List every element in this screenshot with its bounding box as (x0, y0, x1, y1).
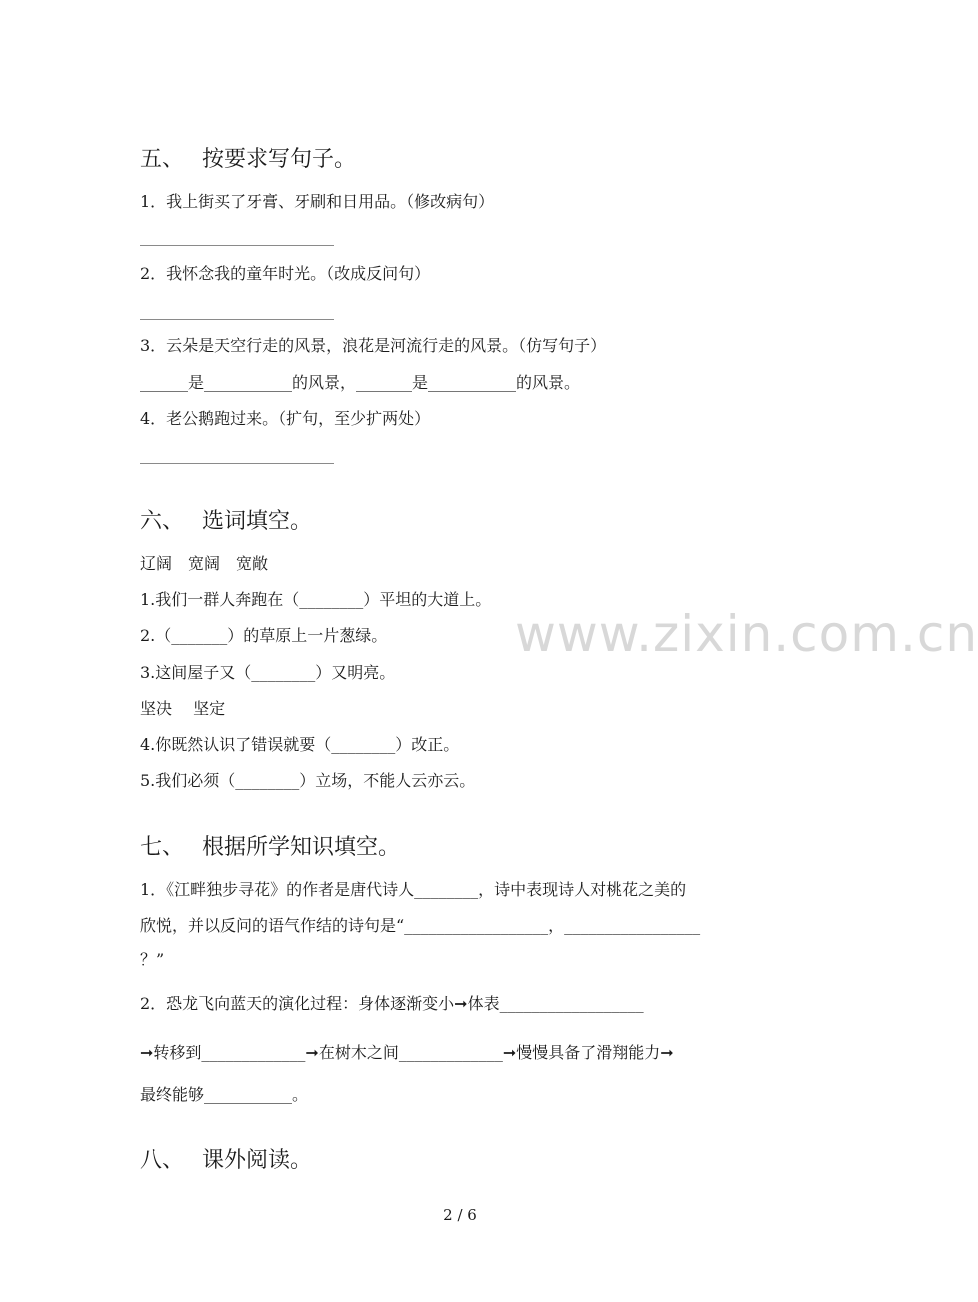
watermark: www.zixin.com.cn (515, 605, 978, 663)
section-8-heading (140, 1148, 312, 1174)
section-number: 八、 (140, 1148, 185, 1173)
question-text: 3．云朵是天空行走的风景，浪花是河流行走的风景。（仿写句子） (140, 336, 607, 355)
section-title: 课外阅读。 (202, 1148, 313, 1173)
answer-line[interactable] (140, 319, 334, 320)
fill-in-text[interactable]: ______是___________的风景，_______是___________的风景。 (140, 373, 581, 392)
page-number: 2 / 6 (443, 1206, 477, 1224)
section-title: 按要求写句子。 (202, 147, 357, 172)
question-text: 4.你既然认识了错误就要（________）改正。 (140, 735, 460, 754)
answer-line[interactable] (140, 245, 334, 246)
word-choices: 坚决 坚定 (140, 699, 226, 718)
answer-line[interactable] (140, 463, 334, 464)
question-text: 1．我上街买了牙膏、牙刷和日用品。（修改病句） (140, 192, 495, 211)
question-text: 2.（_______）的草原上一片葱绿。 (140, 626, 388, 645)
question-text: 5.我们必须（________）立场，不能人云亦云。 (140, 771, 476, 790)
question-text: 3.这间屋子又（________）又明亮。 (140, 663, 396, 682)
question-text: 4．老公鹅跑过来。（扩句，至少扩两处） (140, 409, 431, 428)
section-title: 根据所学知识填空。 (202, 835, 401, 860)
section-title: 选词填空。 (202, 509, 313, 534)
section-number: 六、 (140, 509, 185, 534)
section-number: 七、 (140, 835, 185, 860)
section-6-heading (140, 509, 312, 535)
question-text: ➞转移到_____________➞在树木之间_____________➞慢慢具备了滑翔能力➞ (140, 1043, 674, 1062)
question-text: 1.我们一群人奔跑在（________）平坦的大道上。 (140, 590, 492, 609)
section-5-heading (140, 147, 356, 173)
question-text: 2．我怀念我的童年时光。（改成反问句） (140, 264, 431, 283)
word-choices: 辽阔 宽阔 宽敞 (140, 554, 269, 573)
question-text: 1．《江畔独步寻花》的作者是唐代诗人________，诗中表现诗人对桃花之美的 (140, 880, 687, 899)
question-text: 最终能够___________。 (140, 1085, 309, 1104)
question-text: 2．恐龙飞向蓝天的演化过程：身体逐渐变小➞体表__________________ (140, 994, 644, 1013)
question-text: 欣悦，并以反问的语气作结的诗句是“__________________，_________________ (140, 916, 701, 935)
section-number: 五、 (140, 147, 185, 172)
question-text: ？” (140, 950, 165, 969)
section-7-heading (140, 835, 400, 861)
